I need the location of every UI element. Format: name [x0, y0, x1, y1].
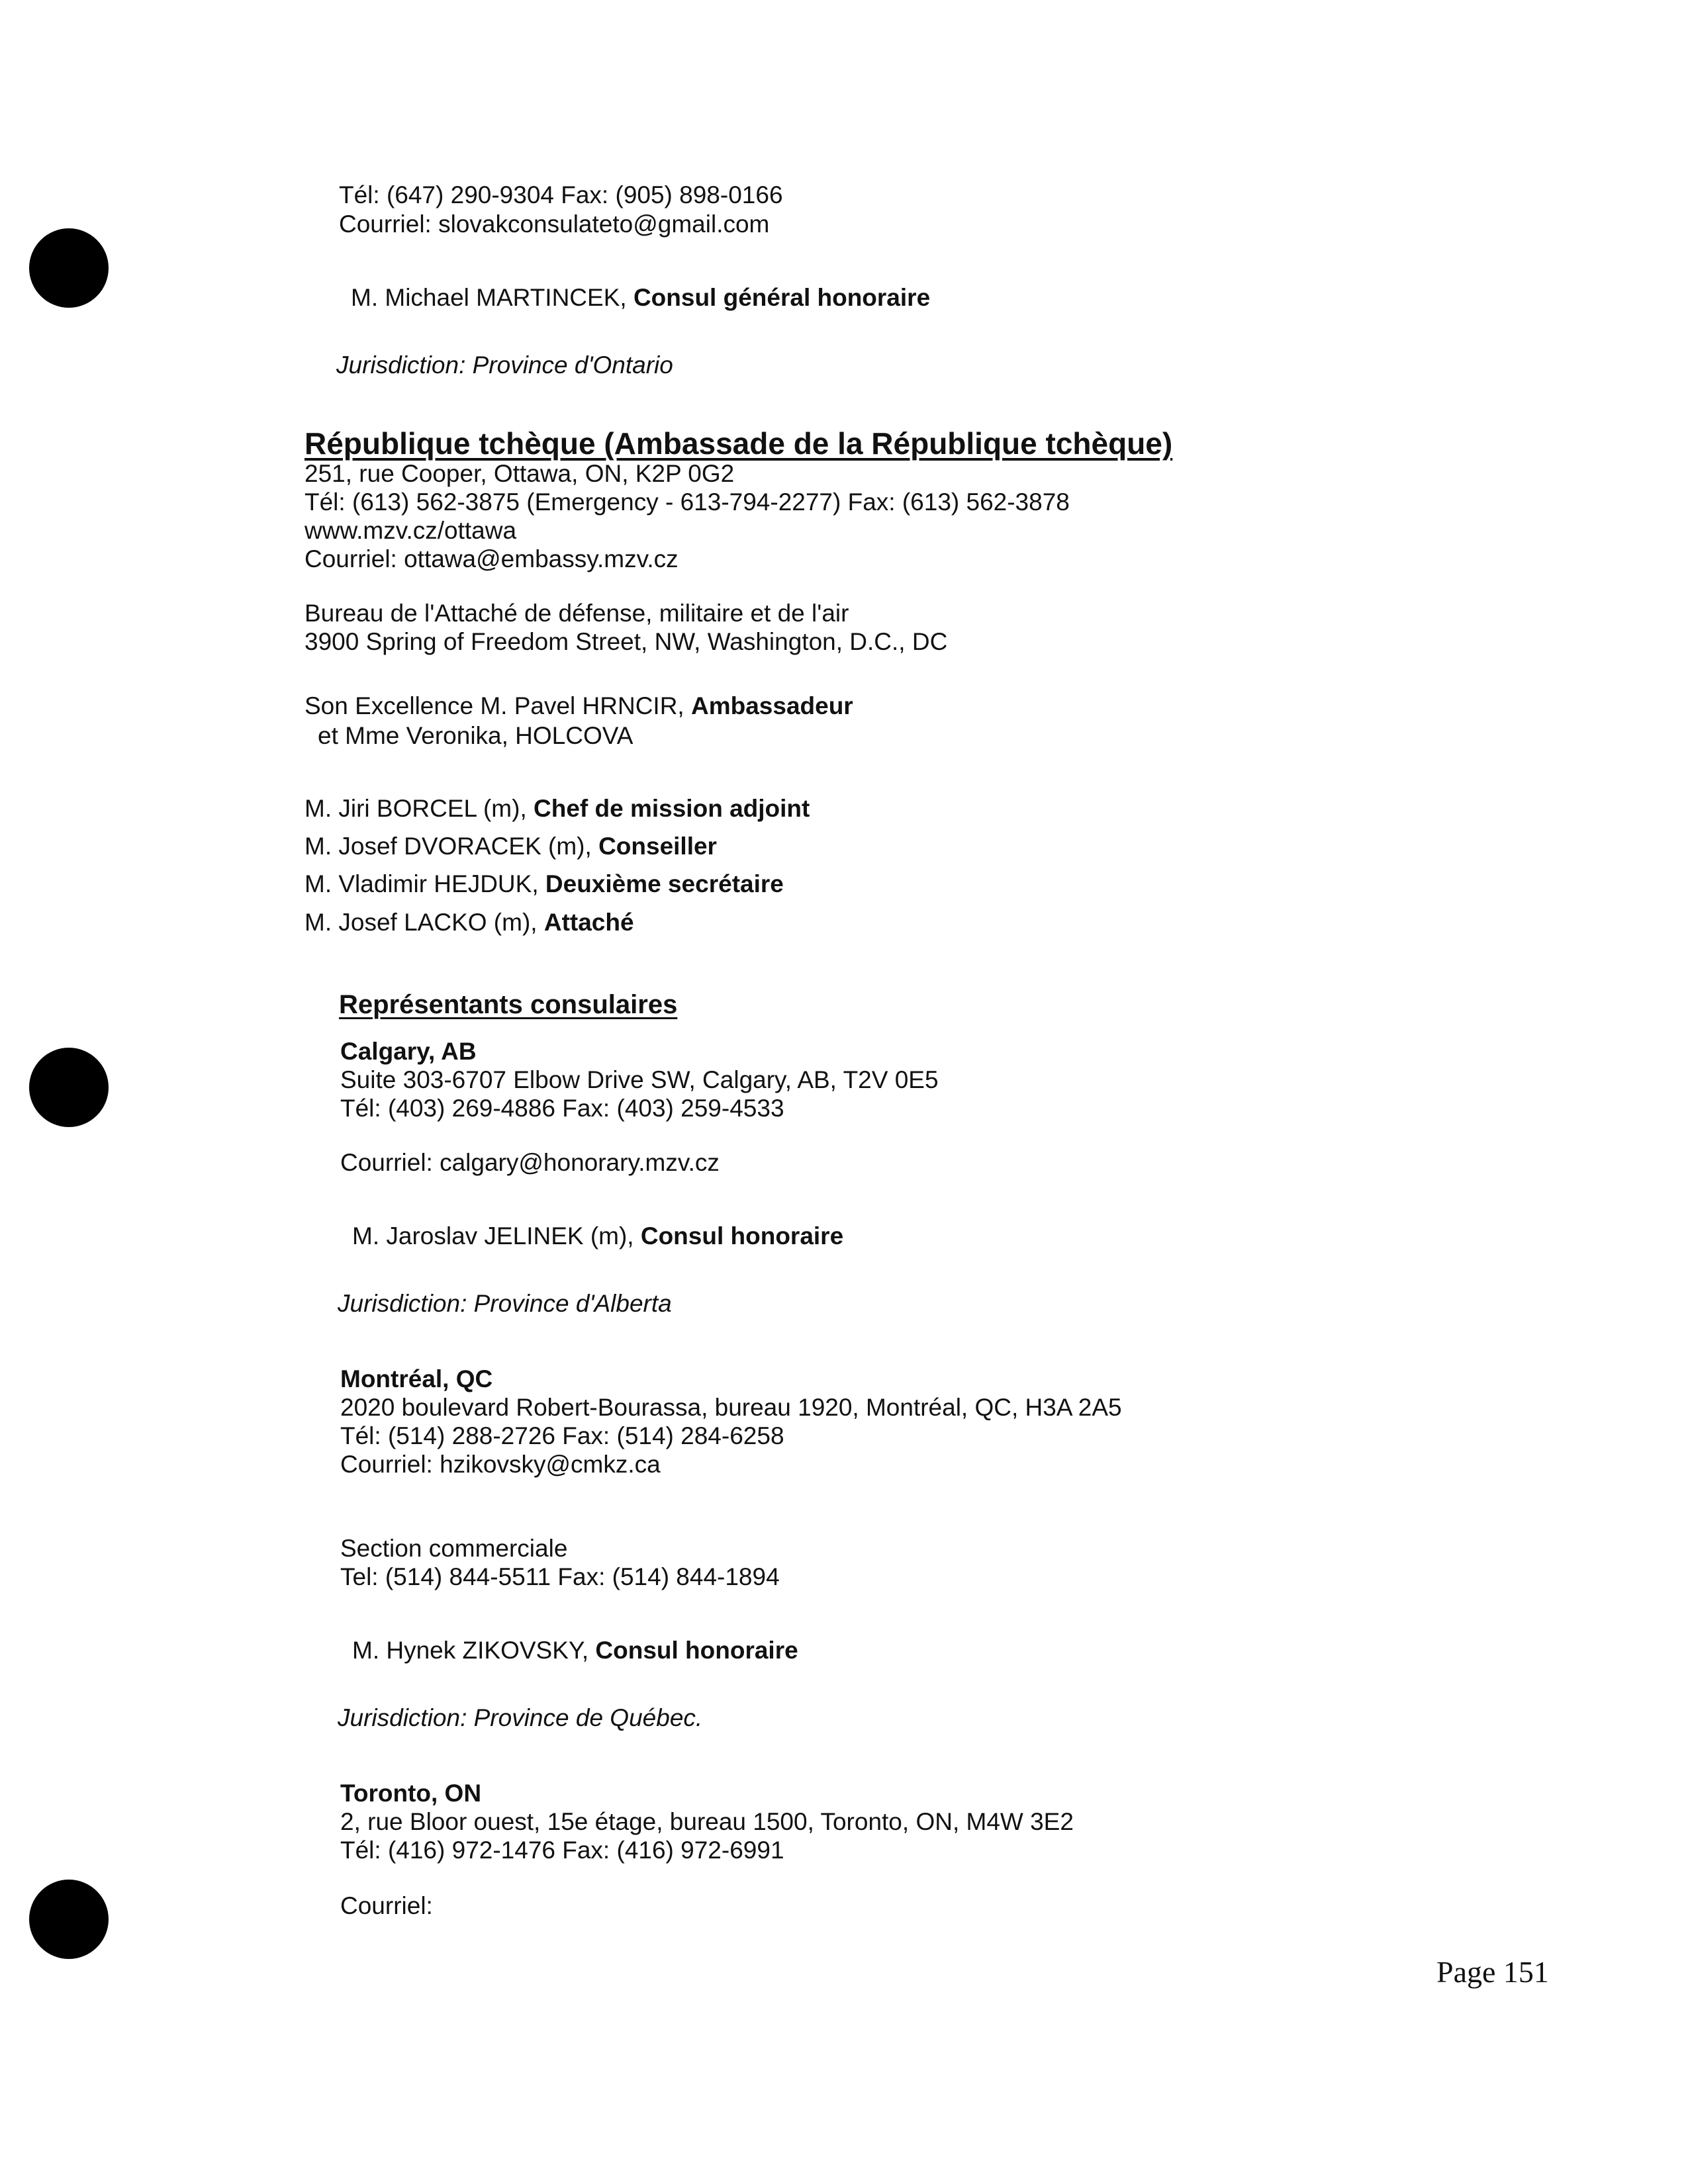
staff-row [305, 794, 810, 823]
staff-name: M. Josef DVORACEK (m), [305, 833, 599, 860]
staff-name: M. Jiri BORCEL (m), [305, 795, 534, 822]
ambassador-name: Son Excellence M. Pavel HRNCIR, [305, 692, 691, 719]
defense-address: 3900 Spring of Freedom Street, NW, Washington, D.C., DC [305, 628, 948, 655]
czech-address: 251, rue Cooper, Ottawa, ON, K2P 0G2 [305, 460, 735, 487]
person-title: Consul honoraire [640, 1222, 844, 1250]
staff-row [305, 870, 784, 899]
staff-row [305, 832, 717, 861]
slovakia-jurisdiction: Jurisdiction: Province d'Ontario [336, 351, 673, 379]
calgary-address: Suite 303-6707 Elbow Drive SW, Calgary, AB, T2V 0E5 [340, 1066, 939, 1093]
montreal-jurisdiction: Jurisdiction: Province de Québec. [338, 1704, 703, 1731]
person-title: Consul honoraire [595, 1637, 798, 1664]
person-name: M. Jaroslav JELINEK (m), [352, 1222, 641, 1250]
punch-hole-top [29, 228, 109, 308]
slovakia-tel: Tél: (647) 290-9304 Fax: (905) 898-0166 [339, 181, 783, 208]
czech-email: Courriel: ottawa@embassy.mzv.cz [305, 545, 679, 572]
czech-heading: République tchèque (Ambassade de la République tchèque) [305, 426, 1173, 461]
punch-hole-bottom [29, 1880, 109, 1959]
punch-hole-middle [29, 1048, 109, 1127]
ambassador [305, 692, 853, 721]
calgary-city: Calgary, AB [340, 1038, 477, 1065]
montreal-consul [352, 1636, 798, 1665]
person-name: M. Michael MARTINCEK, [351, 284, 633, 311]
toronto-email: Courriel: [340, 1892, 433, 1919]
toronto-address: 2, rue Bloor ouest, 15e étage, bureau 1500, Toronto, ON, M4W 3E2 [340, 1808, 1074, 1835]
calgary-consul [352, 1222, 843, 1251]
montreal-address: 2020 boulevard Robert-Bourassa, bureau 1920, Montréal, QC, H3A 2A5 [340, 1394, 1122, 1421]
staff-name: M. Vladimir HEJDUK, [305, 870, 545, 897]
czech-tel: Tél: (613) 562-3875 (Emergency - 613-794-2277) Fax: (613) 562-3878 [305, 488, 1070, 516]
calgary-jurisdiction: Jurisdiction: Province d'Alberta [338, 1290, 672, 1317]
person-name: M. Hynek ZIKOVSKY, [352, 1637, 596, 1664]
montreal-tel: Tél: (514) 288-2726 Fax: (514) 284-6258 [340, 1422, 784, 1449]
calgary-email: Courriel: calgary@honorary.mzv.cz [340, 1149, 720, 1176]
staff-title: Conseiller [598, 833, 717, 860]
person-title: Consul général honoraire [633, 284, 931, 311]
czech-web: www.mzv.cz/ottawa [305, 517, 517, 544]
staff-title: Attaché [543, 909, 634, 936]
staff-row [305, 908, 634, 937]
toronto-tel: Tél: (416) 972-1476 Fax: (416) 972-6991 [340, 1837, 784, 1864]
montreal-email: Courriel: hzikovsky@cmkz.ca [340, 1451, 661, 1478]
slovakia-email: Courriel: slovakconsulateto@gmail.com [339, 210, 770, 238]
consular-heading: Représentants consulaires [339, 990, 678, 1019]
staff-name: M. Josef LACKO (m), [305, 909, 544, 936]
staff-title: Deuxième secrétaire [545, 870, 784, 897]
ambassador-title: Ambassadeur [690, 692, 853, 719]
ambassador-spouse: et Mme Veronika, HOLCOVA [318, 722, 633, 749]
montreal-city: Montréal, QC [340, 1365, 493, 1392]
toronto-city: Toronto, ON [340, 1780, 482, 1807]
staff-title: Chef de mission adjoint [534, 795, 810, 822]
page-number: Page 151 [1436, 1955, 1549, 1989]
slovakia-consul [351, 283, 930, 312]
calgary-tel: Tél: (403) 269-4886 Fax: (403) 259-4533 [340, 1095, 784, 1122]
defense-office: Bureau de l'Attaché de défense, militaire et de l'air [305, 600, 849, 627]
montreal-commercial-tel: Tel: (514) 844-5511 Fax: (514) 844-1894 [340, 1563, 780, 1590]
montreal-commercial: Section commerciale [340, 1535, 568, 1562]
